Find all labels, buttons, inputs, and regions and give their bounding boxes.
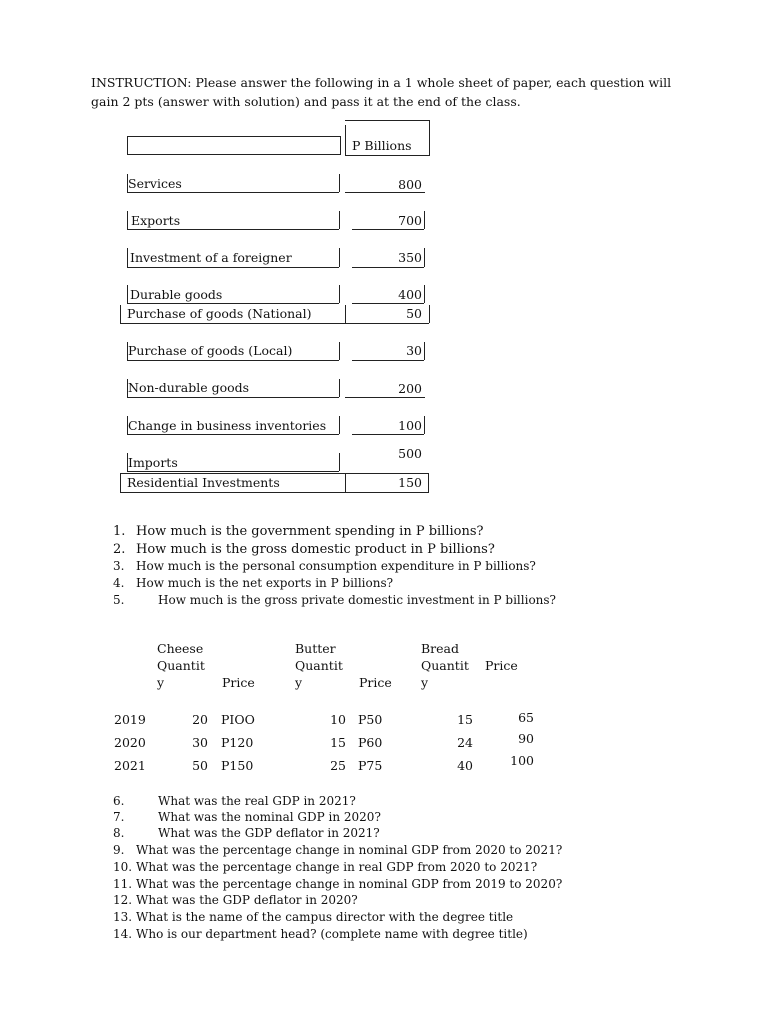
header-butter-quantity-1: Butter — [295, 641, 336, 656]
row-label-imports: Imports — [128, 455, 178, 470]
cheese-price-cell: PIOO — [221, 712, 255, 727]
header-cheese-quantity-2: Quantit — [157, 658, 205, 673]
header-bread-quantity-3: y — [421, 675, 429, 690]
row-label-business-inventories: Change in business inventories — [128, 418, 327, 433]
row-value-imports: 500 — [398, 446, 422, 461]
header-bread-quantity-2: Quantit — [421, 658, 469, 673]
question-text: How much is the government spending in P billions? — [136, 524, 484, 539]
question-text: How much is the net exports in P billions? — [136, 576, 394, 590]
cheese-price-cell: P120 — [221, 735, 254, 750]
butter-quantity-cell: 25 — [330, 758, 346, 773]
question-text: How much is the gross private domestic investment in P billions? — [158, 593, 556, 607]
cheese-price-cell: P150 — [221, 758, 254, 773]
butter-price-cell: P60 — [358, 735, 383, 750]
header-cheese-price: Price — [222, 675, 255, 690]
question-text: What was the nominal GDP in 2020? — [158, 810, 381, 824]
question-num: 12. — [113, 893, 133, 907]
row-value-purchase-local: 30 — [406, 343, 422, 358]
row-label-non-durable-goods: Non-durable goods — [128, 380, 250, 395]
question-num: 7. — [113, 810, 125, 824]
question-num: 8. — [113, 826, 125, 840]
bread-quantity-cell: 40 — [457, 758, 473, 773]
question-text: How much is the personal consumption expenditure in P billions? — [136, 559, 536, 573]
header-butter-quantity-3: y — [295, 675, 303, 690]
cheese-quantity-cell: 50 — [192, 758, 208, 773]
header-divider — [345, 125, 346, 155]
question-num: 13. — [113, 910, 133, 924]
question-num: 9. — [113, 843, 125, 857]
header-p-billions: P Billions — [352, 138, 412, 153]
question-num: 14. — [113, 927, 133, 941]
question-text: Who is our department head? (complete name with degree title) — [136, 927, 528, 941]
bread-quantity-cell: 15 — [457, 712, 473, 727]
question-text: How much is the gross domestic product in P billions? — [136, 542, 495, 557]
header-top-line — [345, 120, 429, 121]
table-row-year: 2021 — [114, 758, 146, 773]
question-text: What was the percentage change in nominal GDP from 2019 to 2020? — [136, 877, 563, 891]
question-num: 6. — [113, 794, 125, 808]
header-bread-quantity-1: Bread — [421, 641, 460, 656]
butter-price-cell: P50 — [358, 712, 383, 727]
question-text: What was the GDP deflator in 2021? — [158, 826, 380, 840]
row-value-investment-foreigner: 350 — [398, 250, 422, 265]
row-value-purchase-national: 50 — [406, 306, 422, 321]
row-value-exports: 700 — [398, 213, 422, 228]
question-num: 1. — [113, 524, 126, 539]
instruction-text: INSTRUCTION: Please answer the following in a 1 whole sheet of paper, each question will gain 2 pts (answer with solution) and pass it at the end of the class. — [91, 75, 672, 109]
cheese-quantity-cell: 30 — [192, 735, 208, 750]
question-num: 4. — [113, 576, 125, 590]
bread-quantity-cell: 24 — [457, 735, 473, 750]
header-bread-price: Price — [485, 658, 518, 673]
row-label-investment-foreigner: Investment of a foreigner — [130, 250, 292, 265]
table-row-year: 2020 — [114, 735, 146, 750]
row-label-purchase-national: Purchase of goods (National) — [127, 306, 312, 321]
row-label-services: Services — [128, 176, 182, 191]
bread-price-cell: 90 — [518, 731, 534, 746]
header-blank-cell — [127, 136, 341, 155]
butter-price-cell: P75 — [358, 758, 383, 773]
header-cheese-quantity-3: y — [157, 675, 165, 690]
header-cheese-quantity-1: Cheese — [157, 641, 204, 656]
row-label-exports: Exports — [131, 213, 181, 228]
row-label-durable-goods: Durable goods — [130, 287, 223, 302]
bread-price-cell: 100 — [510, 753, 534, 768]
question-num: 11. — [113, 877, 133, 891]
row-value-business-inventories: 100 — [398, 418, 422, 433]
row-label-residential-investments: Residential Investments — [127, 475, 280, 490]
row-label-purchase-local: Purchase of goods (Local) — [128, 343, 293, 358]
question-text: What was the real GDP in 2021? — [158, 794, 356, 808]
row-value-residential-investments: 150 — [398, 475, 422, 490]
bread-price-cell: 65 — [518, 710, 534, 725]
question-text: What was the percentage change in nominal GDP from 2020 to 2021? — [136, 843, 563, 857]
question-text: What was the GDP deflator in 2020? — [136, 893, 358, 907]
question-text: What was the percentage change in real GDP from 2020 to 2021? — [136, 860, 538, 874]
cheese-quantity-cell: 20 — [192, 712, 208, 727]
butter-quantity-cell: 10 — [330, 712, 346, 727]
header-butter-price: Price — [359, 675, 392, 690]
butter-quantity-cell: 15 — [330, 735, 346, 750]
question-num: 10. — [113, 860, 133, 874]
question-num: 3. — [113, 559, 125, 573]
row-value-non-durable-goods: 200 — [398, 381, 422, 396]
row-value-durable-goods: 400 — [398, 287, 422, 302]
table-row-year: 2019 — [114, 712, 146, 727]
question-text: What is the name of the campus director with the degree title — [136, 910, 514, 924]
header-right-line — [429, 120, 430, 156]
row-value-services: 800 — [398, 177, 422, 192]
header-bottom-line — [345, 155, 429, 156]
question-num: 2. — [113, 542, 126, 557]
question-num: 5. — [113, 593, 125, 607]
header-butter-quantity-2: Quantit — [295, 658, 343, 673]
